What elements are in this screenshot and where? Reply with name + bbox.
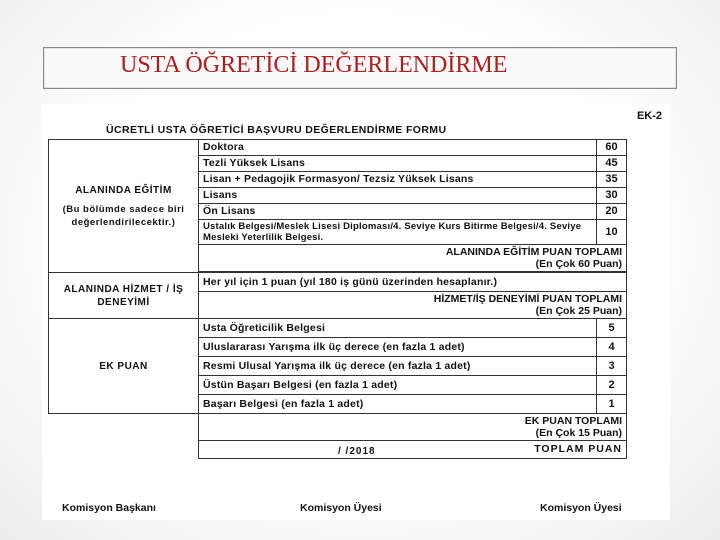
form-date: / /2018 xyxy=(338,446,376,457)
criterion-cell: Üstün Başarı Belgesi (en fazla 1 adet) xyxy=(199,376,597,395)
section-education-label: ALANINDA EĞİTİM xyxy=(75,184,172,196)
points-cell: 1 xyxy=(597,395,627,414)
education-total-sub: (En Çok 60 Puan) xyxy=(535,258,622,270)
table-row xyxy=(49,414,627,441)
points-cell: 3 xyxy=(597,357,627,376)
signature-chair: Komisyon Başkanı xyxy=(62,502,156,514)
criterion-cell: Resmi Ulusal Yarışma ilk üç derece (en fazla 1 adet) xyxy=(199,357,597,376)
form-title: ÜCRETLİ USTA ÖĞRETİCİ BAŞVURU DEĞERLENDİRME FORMU xyxy=(106,124,447,136)
section-experience: ALANINDA HİZMET / İŞ DENEYİMİ xyxy=(49,273,199,319)
experience-total xyxy=(199,292,627,319)
experience-total-label: HİZMET/İŞ DENEYİMİ PUAN TOPLAMI xyxy=(433,293,622,305)
slide-title: USTA ÖĞRETİCİ DEĞERLENDİRME xyxy=(120,52,508,78)
criterion-cell: Başarı Belgesi (en fazla 1 adet) xyxy=(199,395,597,414)
points-cell: 5 xyxy=(597,319,627,338)
points-cell: 2 xyxy=(597,376,627,395)
table-row xyxy=(49,273,627,292)
criterion-cell: Tezli Yüksek Lisans xyxy=(199,156,597,172)
points-cell: 4 xyxy=(597,338,627,357)
extra-total xyxy=(199,414,627,441)
criterion-cell: Doktora xyxy=(199,140,597,156)
evaluation-table xyxy=(48,139,627,459)
education-total-label: ALANINDA EĞİTİM PUAN TOPLAMI xyxy=(445,246,622,258)
points-cell: 20 xyxy=(597,204,627,220)
extra-total-label: EK PUAN TOPLAMI xyxy=(524,415,622,427)
points-cell: 30 xyxy=(597,188,627,204)
criterion-cell: Ön Lisans xyxy=(199,204,597,220)
slide-title-box xyxy=(43,47,677,89)
extra-total-sub: (En Çok 15 Puan) xyxy=(535,427,622,439)
points-cell: 60 xyxy=(597,140,627,156)
section-extra: EK PUAN xyxy=(49,319,199,414)
criterion-cell: Ustalık Belgesi/Meslek Lisesi Diploması/4. Seviye Kurs Bitirme Belgesi/4. Seviye Mesleki Yeterlilik Belgesi. xyxy=(199,220,597,245)
points-cell: 10 xyxy=(597,220,627,245)
signature-member-1: Komisyon Üyesi xyxy=(300,502,382,514)
section-education-note: (Bu bölümde sadece biri değerlendirilecektir.) xyxy=(62,203,185,228)
points-cell: 45 xyxy=(597,156,627,172)
criterion-cell: Lisans xyxy=(199,188,597,204)
criterion-cell: Usta Öğreticilik Belgesi xyxy=(199,319,597,338)
grand-total: TOPLAM PUAN xyxy=(199,441,627,459)
evaluation-form xyxy=(42,104,670,520)
table-row xyxy=(49,140,627,156)
points-cell: 35 xyxy=(597,172,627,188)
criterion-cell: Uluslararası Yarışma ilk üç derece (en fazla 1 adet) xyxy=(199,338,597,357)
annex-label: EK-2 xyxy=(636,110,662,122)
table-row xyxy=(49,319,627,338)
criterion-cell: Lisan + Pedagojik Formasyon/ Tezsiz Yüksek Lisans xyxy=(199,172,597,188)
education-total xyxy=(199,245,627,272)
signature-member-2: Komisyon Üyesi xyxy=(540,502,622,514)
criterion-cell: Her yıl için 1 puan (yıl 180 iş günü üzerinden hesaplanır.) xyxy=(199,273,627,292)
section-education xyxy=(49,140,199,273)
experience-total-sub: (En Çok 25 Puan) xyxy=(535,305,622,317)
